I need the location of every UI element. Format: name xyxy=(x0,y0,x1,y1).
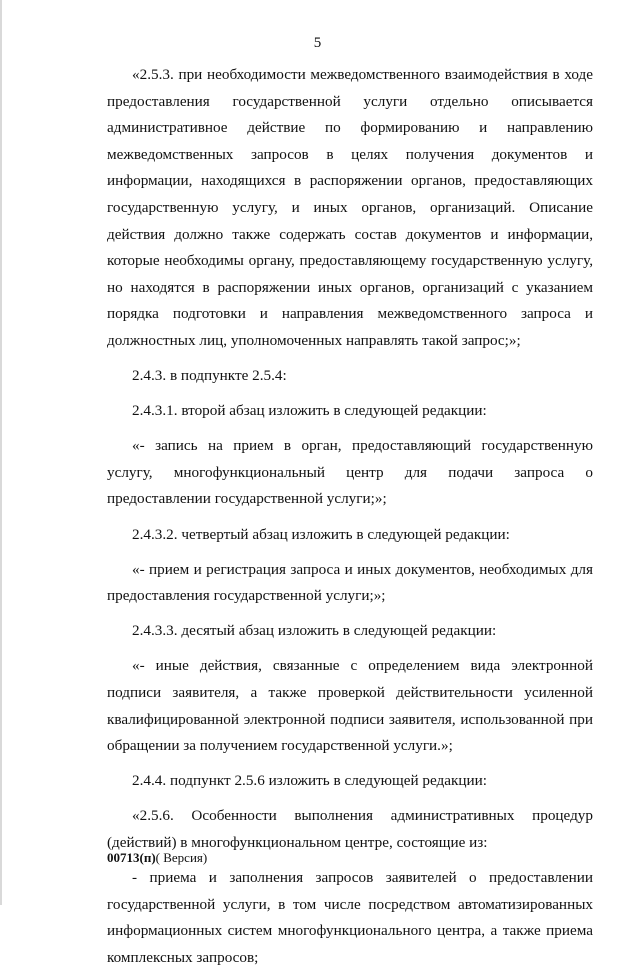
paragraph-2-4-3-2: 2.4.3.2. четвертый абзац изложить в следующей редакции: xyxy=(132,525,510,543)
paragraph-2-5-3: «2.5.3. при необходимости межведомственного взаимодействия в ходе предоставления государственной услуги отдельно описывается административное действие по формированию и направлению межведомственных запросов в целях получения документов и информации, находящихся в распоряжении органов, предоставляющих государственную услугу, и иных органов, организаций. Описание действия должно также содержать состав документов и информации, которые необходимы органу, предоставляющему государственную услугу, но находятся в распоряжении иных органов, организаций с указанием порядка подготовки и направления межведомственного запроса и должностных лиц, уполномоченных направлять такой запрос;»; xyxy=(107,66,593,349)
paragraph-quote-2: «- прием и регистрация запроса и иных документов, необходимых для предоставления государственной услуги;»; xyxy=(107,560,593,605)
paragraph-quote-1: «- запись на прием в орган, предоставляющий государственную услугу, многофункциональный центр для подачи запроса о предоставлении государственной услуги;»; xyxy=(107,437,593,508)
page-number: 5 xyxy=(313,35,322,51)
paragraph-2-4-3-1: 2.4.3.1. второй абзац изложить в следующей редакции: xyxy=(132,402,487,420)
paragraph-list-item: - приема и заполнения запросов заявителей о предоставлении государственной услуги, в том числе посредством автоматизированных информационных систем многофункционального центра, а также приема комплексных запросов; xyxy=(107,869,593,966)
paragraph-quote-3: «- иные действия, связанные с определением вида электронной подписи заявителя, а также проверкой действительности усиленной квалифицированной электронной подписи заявителя, использованной при обращении за получением государственной услуги.»; xyxy=(107,657,593,755)
paragraph-2-4-4: 2.4.4. подпункт 2.5.6 изложить в следующей редакции: xyxy=(132,772,487,790)
document-code-number: 00713(п) xyxy=(107,850,156,865)
document-version: ( Версия) xyxy=(155,850,208,865)
paragraph-2-4-3-3: 2.4.3.3. десятый абзац изложить в следующей редакции: xyxy=(132,622,497,640)
paragraph-2-5-6: «2.5.6. Особенности выполнения административных процедур (действий) в многофункциональном центре, состоящие из: xyxy=(107,807,593,851)
paragraph-2-4-3: 2.4.3. в подпункте 2.5.4: xyxy=(132,367,287,385)
document-body xyxy=(107,62,593,980)
document-code xyxy=(107,850,207,866)
scan-edge xyxy=(0,0,2,905)
